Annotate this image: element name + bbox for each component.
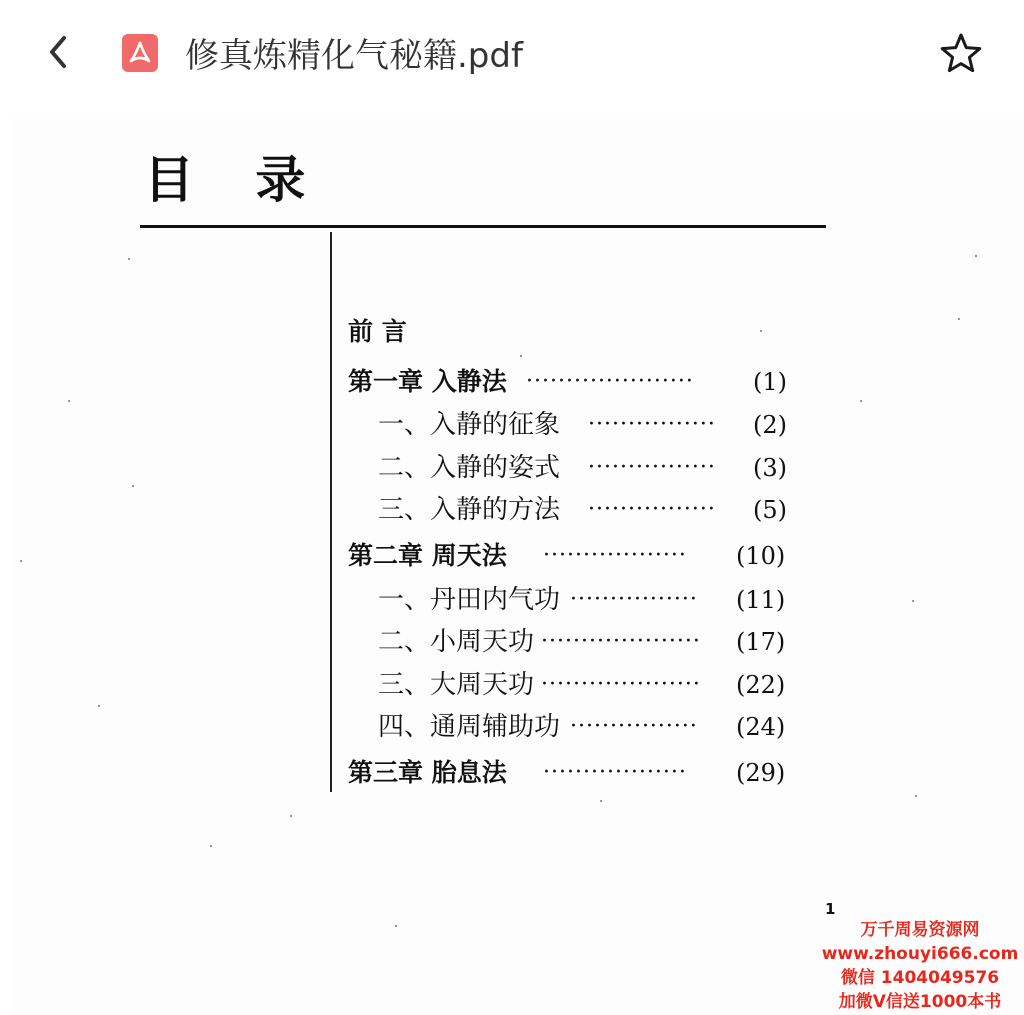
toc-leader-dots: ················ — [588, 497, 716, 522]
toc-leader-dots: ···················· — [541, 672, 701, 697]
star-outline-icon — [940, 32, 982, 74]
toc-entry-label: 前 言 — [348, 317, 407, 346]
toc-leader-dots: ················ — [588, 455, 716, 480]
toc-page-ref: (22) — [736, 671, 786, 699]
favorite-button[interactable] — [936, 30, 986, 76]
toc-leader-dots: ················ — [588, 412, 716, 437]
toc-leader-dots: ················ — [570, 587, 698, 612]
toc-heading: 目 录 — [144, 150, 328, 209]
toc-page-ref: (11) — [736, 586, 786, 614]
page-number: 1 — [825, 900, 836, 918]
top-toolbar — [0, 0, 1024, 110]
toc-page-ref: (10) — [736, 542, 786, 570]
file-title: 修真炼精化气秘籍.pdf — [185, 36, 523, 76]
toc-leader-dots: ····················· — [526, 369, 694, 394]
toc-entry-label: 三、入静的方法 — [378, 495, 561, 525]
watermark-line-2: www.zhouyi666.com — [821, 944, 1019, 964]
toc-page-ref: (3) — [753, 454, 787, 482]
back-button[interactable] — [36, 30, 80, 74]
toc-entry-label: 四、通周辅助功 — [378, 712, 561, 742]
toc-page-ref: (5) — [753, 496, 787, 524]
chevron-left-icon — [44, 32, 72, 72]
heading-rule — [140, 225, 826, 228]
watermark — [820, 918, 1020, 1014]
toc-page-ref: (24) — [736, 713, 786, 741]
watermark-line-3: 微信 1404049576 — [840, 968, 1000, 988]
toc-leader-dots: ·················· — [543, 543, 687, 568]
watermark-line-1: 万千周易资源网 — [860, 920, 980, 940]
toc-entry-label: 二、小周天功 — [378, 627, 535, 657]
watermark-line-4: 加微V信送1000本书 — [838, 992, 1002, 1012]
toc-entry-label: 一、丹田内气功 — [378, 585, 561, 615]
toc-entry-label: 二、入静的姿式 — [378, 453, 561, 483]
toc-entry-label: 第二章 周天法 — [348, 541, 507, 570]
toc-leader-dots: ···················· — [541, 629, 701, 654]
toc-entry-label: 第三章 胎息法 — [348, 758, 507, 787]
toc-leader-dots: ·················· — [543, 760, 687, 785]
column-rule — [330, 232, 332, 792]
toc-page-ref: (29) — [736, 759, 786, 787]
pdf-page[interactable] — [12, 118, 1024, 1015]
toc-page-ref: (1) — [753, 368, 787, 396]
toc-entry-label: 第一章 入静法 — [348, 367, 507, 396]
toc-entry-label: 三、大周天功 — [378, 670, 535, 700]
toc-leader-dots: ················ — [570, 714, 698, 739]
toc-page-ref: (17) — [736, 628, 786, 656]
toc-entry-label: 一、入静的征象 — [378, 410, 561, 440]
pdf-file-icon — [122, 34, 158, 72]
toc-page-ref: (2) — [753, 411, 787, 439]
